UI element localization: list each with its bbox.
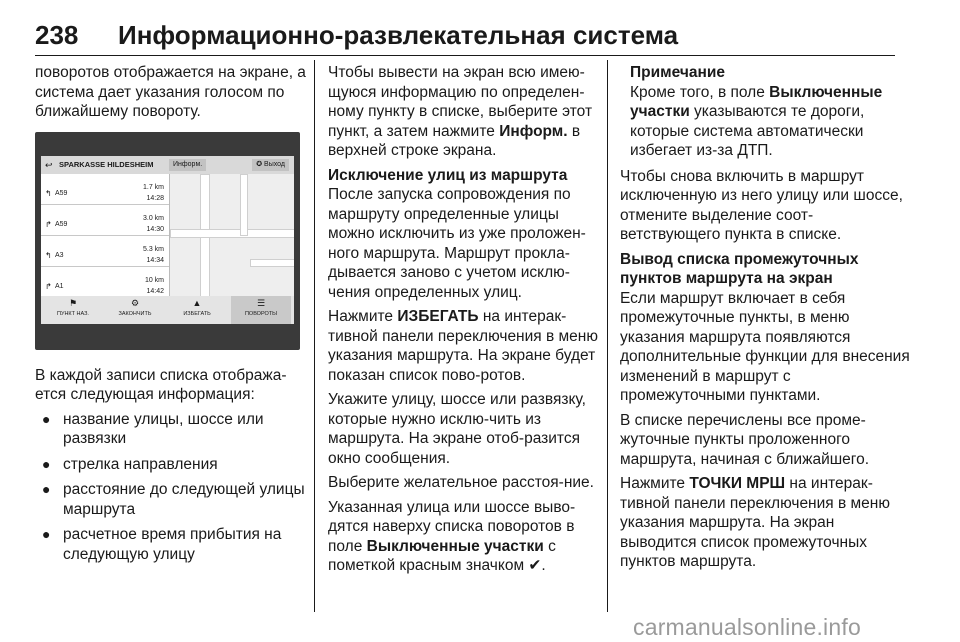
exclude-paragraph: После запуска сопровождения по маршруту определенные улицы можно исключить из уже проложен-ного маршрута. Маршрут прокла-дывается заново с учетом исклю-чения определенных улиц. bbox=[328, 186, 586, 301]
road-name: A59 bbox=[55, 220, 68, 228]
waypoints-keyword: ТОЧКИ МРШ bbox=[689, 475, 786, 492]
finish-button[interactable]: ⚙ ЗАКОНЧИТЬ bbox=[105, 296, 165, 324]
back-arrow-icon[interactable]: ↩ bbox=[45, 159, 53, 170]
list-item[interactable] bbox=[41, 174, 169, 205]
note-text: Кроме того, в поле Выключенные участки указываются те дороги, которые система автоматически избегает из-за ДТП. bbox=[630, 83, 883, 159]
exit-label: Выход bbox=[264, 160, 285, 168]
arrival-time: 14:42 bbox=[146, 287, 164, 295]
page-number: 238 bbox=[35, 20, 79, 50]
section-heading-waypoints: Вывод списка промежуточных пунктов маршрута на экран bbox=[620, 250, 859, 287]
bullet-icon: ● bbox=[42, 455, 51, 472]
waypoints-list-paragraph: В списке перечислены все проме-жуточные пункты проложенного маршрута, начиная с ближайшего. bbox=[620, 411, 870, 468]
list-item[interactable] bbox=[41, 267, 169, 298]
turn-arrow-icon: ↱ bbox=[45, 219, 52, 229]
finish-icon: ⚙ bbox=[130, 297, 140, 308]
turn-arrow-icon: ↰ bbox=[45, 188, 52, 198]
flag-icon: ⚑ bbox=[68, 297, 78, 308]
map-road bbox=[240, 174, 248, 236]
destination-title: SPARKASSE HILDESHEIM bbox=[59, 159, 154, 169]
select-distance-paragraph: Выберите желательное расстоя-ние. bbox=[328, 474, 594, 491]
warning-icon: ▲ bbox=[192, 297, 202, 308]
map-road bbox=[170, 229, 294, 238]
interaction-selector-bar bbox=[41, 296, 294, 324]
screen-top-bar bbox=[41, 156, 294, 174]
list-item[interactable] bbox=[41, 236, 169, 267]
info-paragraph: Чтобы вывести на экран всю имею-щуюся информацию по определен-ному пункту в списке, выберите этот пункт, а затем нажмите Информ. в верхней строке экрана. bbox=[328, 64, 593, 159]
column-1 bbox=[35, 63, 310, 570]
destination-button[interactable]: ⚑ ПУНКТ НАЗ. bbox=[43, 296, 103, 324]
waypoints-button-paragraph: Нажмите ТОЧКИ МРШ на интерак-тивной панели переключения в меню указания маршрута. На экран выводится список промежуточных пунктов маршрута. bbox=[620, 475, 890, 570]
bullet-icon: ● bbox=[42, 481, 51, 497]
arrival-time: 14:28 bbox=[146, 194, 164, 202]
turns-button[interactable]: ☰ ПОВОРОТЫ bbox=[231, 296, 291, 324]
select-street-paragraph: Укажите улицу, шоссе или развязку, которые нужно исклю-чить из маршрута. На экране отоб-разится окно сообщения. bbox=[328, 391, 586, 467]
map-view[interactable] bbox=[170, 174, 294, 296]
distance: 1.7 km bbox=[142, 183, 164, 191]
checkmark-icon: ✔ bbox=[528, 557, 542, 574]
avoid-keyword: ИЗБЕГАТЬ bbox=[397, 308, 479, 325]
blocked-sections-paragraph: Указанная улица или шоссе выво-дятся наверху списка поворотов в поле Выключенные участки с пометкой красным значком ✔. bbox=[328, 498, 576, 574]
list-item: ● стрелка направления bbox=[42, 455, 218, 473]
intro-text: поворотов отображается на экране, а система дает указания голосом по ближайшему повороту. bbox=[35, 64, 306, 120]
list-item: ● расстояние до следующей улицы маршрута bbox=[42, 481, 305, 518]
bullet-icon: ● bbox=[42, 526, 51, 542]
bullet-icon: ● bbox=[42, 410, 51, 427]
note-title: Примечание bbox=[630, 64, 725, 81]
road-name: A1 bbox=[55, 282, 64, 290]
column-3 bbox=[620, 63, 910, 577]
turn-arrow-icon: ↱ bbox=[45, 281, 52, 291]
list-item: ● название улицы, шоссе или развязки bbox=[42, 410, 264, 447]
list-item: ● расчетное время прибытия на следующую улицу bbox=[42, 526, 282, 563]
list-icon: ☰ bbox=[256, 297, 266, 308]
list-intro: В каждой записи списка отобража-ется следующая информация: bbox=[35, 366, 287, 403]
info-button[interactable]: Информ. bbox=[169, 159, 206, 171]
section-heading-exclude-streets: Исключение улиц из маршрута bbox=[328, 166, 568, 184]
note-block bbox=[620, 63, 910, 161]
page-title: Информационно-развлекательная система bbox=[118, 20, 679, 50]
blocked-sections-keyword: Выключенные участки bbox=[366, 537, 544, 555]
arrival-time: 14:30 bbox=[146, 225, 164, 233]
list-item[interactable] bbox=[41, 205, 169, 236]
avoid-paragraph: Нажмите ИЗБЕГАТЬ на интерак-тивной панели переключения в меню указания маршрута. На экране будет показан список пово-ротов. bbox=[328, 308, 598, 384]
distance: 10 km bbox=[144, 276, 164, 284]
display-screen bbox=[41, 156, 294, 324]
column-divider-1 bbox=[314, 60, 315, 612]
watermark: carmanualsonline.info bbox=[633, 614, 861, 640]
note-keyword: Выключенные участки bbox=[630, 83, 883, 120]
waypoints-paragraph: Если маршрут включает в себя промежуточные пункты, в меню указания маршрута появляются дополнительные функции для внесения изменений в маршрут с промежуточными пунктами. bbox=[620, 289, 910, 404]
turn-arrow-icon: ↰ bbox=[45, 250, 52, 260]
page-header bbox=[35, 20, 935, 60]
road-name: A59 bbox=[55, 189, 68, 197]
distance: 5.3 km bbox=[142, 245, 164, 253]
map-road bbox=[250, 259, 294, 267]
re-include-paragraph: Чтобы снова включить в маршрут исключенную из него улицу или шоссе, отмените выделение соот-ветствующего пункта в списке. bbox=[620, 167, 903, 243]
header-rule bbox=[35, 55, 895, 56]
column-2 bbox=[328, 63, 600, 581]
turn-list bbox=[41, 174, 170, 296]
column-divider-2 bbox=[607, 60, 608, 612]
info-bullet-list bbox=[35, 410, 310, 565]
arrival-time: 14:34 bbox=[146, 256, 164, 264]
distance: 3.0 km bbox=[142, 214, 164, 222]
navigation-screenshot bbox=[35, 132, 300, 350]
exit-icon: ✪ bbox=[256, 160, 263, 168]
info-keyword: Информ. bbox=[499, 122, 568, 140]
avoid-button[interactable]: ▲ ИЗБЕГАТЬ bbox=[167, 296, 227, 324]
road-name: A3 bbox=[55, 251, 64, 259]
exit-button[interactable] bbox=[252, 159, 289, 171]
